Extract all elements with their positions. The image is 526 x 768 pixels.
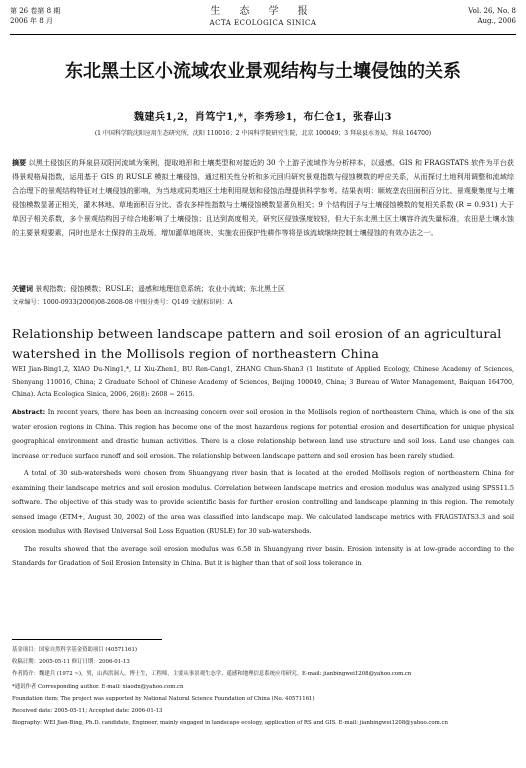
abstract-cn-text: 以黑土侵蚀区的拜泉县双阳河流域为案例，提取地形和土壤类型和对接近的 30 个上游子流域作为分析样本，以遥感、GIS 和 FRAGSTATS 软件为平台获得景观格局指数，运用基于 GIS 的 RUSLE 模拟土壤侵蚀，通过相关性分析和多元回归研究景观指数与侵蚀模数的呼应关系，从而探讨土地利用调整和流域综合治理下的景观结构特征对土壤侵蚀的影响，为当地或同类地区土地利用规划和侵蚀治理提供科学参考。结果表明：顺坡垄农田面积百分比、景观聚集度与土壤侵蚀模数显著正相关，灌木林地、草地面积百分比、香农多样性指数与土壤侵蚀模数显著负相关；9 个结构因子与土壤侵蚀模数的复相关系数 (R = 0.931) 大于单因子相关系数，多个景观结构因子综合地影响了土壤侵蚀；且达到高度相关，研究区侵蚀强度较轻，但大于东北黑土区土壤容许流失量标准，农田是土壤水蚀的主要景观要素，同时也是水土保持的主战场，增加灌草地斑块、实施农田保护性耕作等将是该流域继续控制土壤侵蚀的有效办法之一。 bbox=[12, 158, 514, 237]
footnote-received: 收稿日期：2005-05-11 修订日期：2006-01-13 bbox=[12, 659, 130, 666]
abstract-en-label: Abstract: bbox=[12, 408, 46, 416]
abstract-en-paragraph-3: The results showed that the average soil erosion modulus was 6.58 in Shuangyang river basin. Erosion intensity is at low-grade according to the Standards for Gradation of Soil Erosion Intensity in China. But it is higher than that of soil loss tolerance in bbox=[12, 544, 514, 567]
keywords-cn-text: 景观指数；侵蚀模数；RUSLE；遥感和地理信息系统；农业小流域；东北黑土区 bbox=[35, 285, 285, 293]
title-en: Relationship between landscape pattern and soil erosion of an agricultural watershed in the Mollisols region of northeastern China bbox=[12, 326, 502, 361]
journal-name-cn: 生 态 学 报 bbox=[210, 6, 316, 17]
classification-cn: 文章编号：1000-0933(2006)08-2608-08 中图分类号：Q149 文献标识码：A bbox=[12, 299, 233, 306]
abstract-cn bbox=[12, 156, 514, 240]
footnote-rule bbox=[12, 639, 162, 640]
journal-name-en: ACTA ECOLOGICA SINICA bbox=[209, 19, 317, 27]
authors-en: WEI Jian-Bing1,2, XIAO Du-Ning1,*, LI Xiu-Zhen1, BU Ren-Cang1, ZHANG Chun-Shan3 (1 Institute of Applied Ecology, Chinese Academy of Sciences, Shenyang 110016, China; 2 Graduate School of Chinese Academy of Sciences, Beijing 100049, China; 3 Bureau of Water Management, Baiquan 164700, China). Acta Ecologica Sinica, 2006, 26(8): 2608 ~ 2615. bbox=[12, 366, 514, 398]
title-cn: 东北黑土区小流域农业景观结构与土壤侵蚀的关系 bbox=[65, 61, 461, 82]
keywords-cn bbox=[12, 283, 514, 295]
volume-en: Vol. 26, No. 8 bbox=[468, 7, 516, 15]
authors-cn: 魏建兵1,2，肖笃宁1,*，李秀珍1，布仁仓1，张春山3 bbox=[134, 112, 392, 123]
header-right bbox=[468, 6, 516, 26]
footnote-fund: 基金项目：国家自然科学基金资助项目 (40571161) bbox=[12, 647, 137, 653]
footnote-bio-en: Biography: WEI Jian-Bing, Ph.D. candidate, Engineer, mainly engaged in landscape ecology, application of RS and GIS. E-mail: jianbingwei1208@yahoo.com.cn bbox=[12, 720, 448, 727]
footnotes bbox=[12, 644, 514, 729]
header-rule bbox=[10, 34, 516, 35]
footnote-received-en: Received date: 2005-05-11; Accepted date: 2006-01-13 bbox=[12, 708, 163, 715]
volume-cn: 第 26 卷第 8 期 bbox=[10, 7, 61, 15]
abstract-en-paragraph-1 bbox=[12, 405, 514, 463]
journal-header bbox=[10, 6, 516, 32]
header-center bbox=[10, 6, 516, 28]
affiliation-cn: (1 中国科学院沈阳应用生态研究所，沈阳 110016；2 中国科学院研究生院，北京 100049；3 拜泉县水务局，拜泉 164700) bbox=[94, 130, 432, 137]
abstract-cn-label: 摘要 bbox=[12, 158, 27, 167]
footnote-foundation-en: Foundation item: The project was supported by National Natural Science Foundation of China (No. 40571161) bbox=[12, 695, 315, 702]
abstract-en-paragraph-2: A total of 30 sub-watersheds were chosen from Shuangyang river basin that is located at the eroded Mollisols region of northeastern China for examining their landscape metrics and soil erosion modulus. Correlation between landscape metrics and erosion modulus was analyzed using SPSS11.5 software. The objective of this study was to provide scientific basis for further erosion controlling and landscape planning in this region. The remotely sensed image (ETM+, August 30, 2002) of the area was classified into landscape map. We calculated landscape metrics with FRAGSTATS3.3 and soil erosion modulus with Revised Universal Soil Loss Equation (RUSLE) for 30 sub-watersheds. bbox=[12, 469, 514, 535]
footnote-author-bio: 作者简介：魏建兵 (1972 ~)，男，山西洪洞人，博士生，工程师，主要从事景观生态学、遥感和地理信息系统应用研究。E-mail: jianbingwei1208@yahoo.com.cn bbox=[12, 671, 412, 678]
abstract-en bbox=[12, 405, 514, 574]
keywords-cn-label: 关键词 bbox=[12, 285, 33, 293]
abstract-en-text-1: In recent years, there has been an increasing concern over soil erosion in the Mollisols region of northeastern China, which is one of the six water erosion regions in China. This region has become one of the most hazardous regions for potential erosion and desertification for unique physical geographical environment and drastic human activities. There is a close relationship between land use structure and soil loss. Land use changes can increase or reduce surface runoff and soil erosion. The relationship between landscape pattern and soil erosion has been rarely studied. bbox=[12, 408, 514, 460]
date-cn: 2006 年 8 月 bbox=[10, 17, 53, 25]
date-en: Aug., 2006 bbox=[477, 17, 516, 25]
footnote-corresponding: *通讯作者 Corresponding author. E-mail: xiaodn@yahoo.com.cn bbox=[12, 683, 184, 690]
